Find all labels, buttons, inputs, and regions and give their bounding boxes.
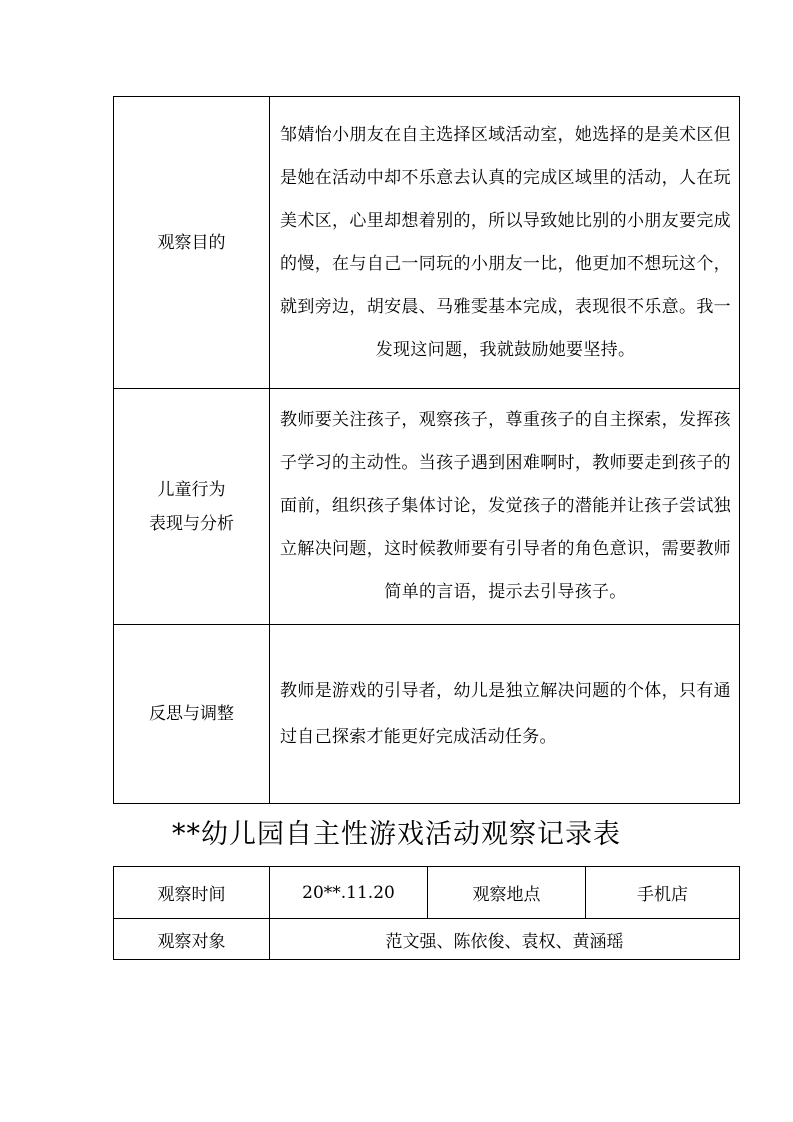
subject-label: 观察对象 xyxy=(114,919,270,960)
time-value: 20**.11.20 xyxy=(270,867,428,919)
reflection-label: 反思与调整 xyxy=(114,625,270,804)
purpose-content: 邹婧怡小朋友在自主选择区域活动室，她选择的是美术区但是她在活动中却不乐意去认真的完成区域里的活动，人在玩美术区，心里却想着别的，所以导致她比别的小朋友要完成的慢，在与自己一同玩的小朋友一比，他更加不想玩这个，就到旁边，胡安晨、马雅雯基本完成，表现很不乐意。我一发现这问题，我就鼓励她要坚持。 xyxy=(270,97,740,389)
table-row xyxy=(114,625,740,804)
page-title: **幼儿园自主性游戏活动观察记录表 xyxy=(172,819,621,850)
behavior-analysis-label xyxy=(114,389,270,625)
behavior-label-line2: 表现与分析 xyxy=(149,513,234,534)
observation-table xyxy=(113,96,740,804)
info-table xyxy=(113,866,740,960)
place-value: 手机店 xyxy=(586,867,740,919)
table-row xyxy=(114,867,740,919)
behavior-label-line1: 儿童行为 xyxy=(157,479,226,500)
purpose-label: 观察目的 xyxy=(114,97,270,389)
place-label: 观察地点 xyxy=(428,867,586,919)
time-label: 观察时间 xyxy=(114,867,270,919)
reflection-content: 教师是游戏的引导者，幼儿是独立解决问题的个体，只有通过自己探索才能更好完成活动任务。 xyxy=(270,625,740,804)
table-row xyxy=(114,389,740,625)
table-row xyxy=(114,97,740,389)
table-row xyxy=(114,919,740,960)
behavior-analysis-content: 教师要关注孩子，观察孩子，尊重孩子的自主探索，发挥孩子学习的主动性。当孩子遇到困难啊时，教师要走到孩子的面前，组织孩子集体讨论，发觉孩子的潜能并让孩子尝试独立解决问题，这时候教师要有引导者的角色意识，需要教师简单的言语，提示去引导孩子。 xyxy=(270,389,740,625)
subject-value: 范文强、陈依俊、袁权、黄涵瑶 xyxy=(270,919,740,960)
